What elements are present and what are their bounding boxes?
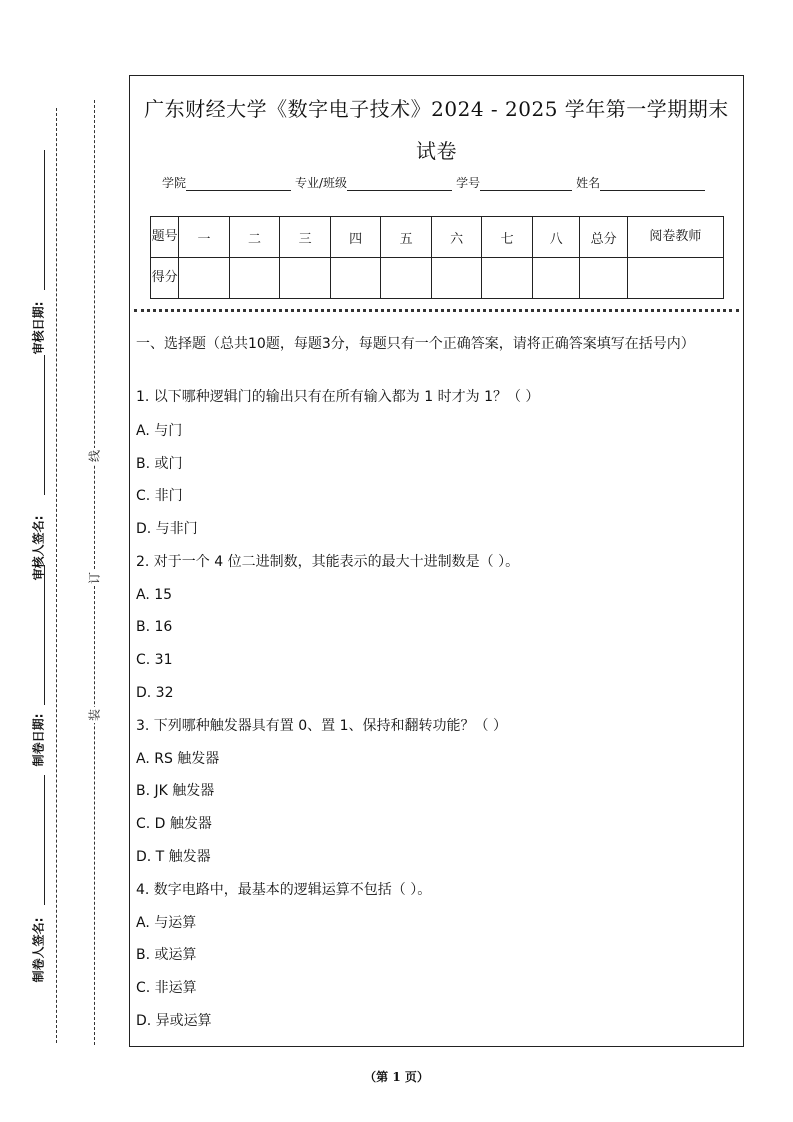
- score-col-8: 八: [532, 217, 579, 258]
- binding-word-ding: 订: [87, 571, 102, 585]
- maker-date-label: 制卷日期:: [31, 713, 46, 767]
- score-col-total: 总分: [580, 217, 627, 258]
- maker-sign-label: 制卷人签名:: [31, 917, 46, 983]
- score-col-grader: 阅卷教师: [627, 217, 723, 258]
- question-4-option-b: B. 或运算: [136, 947, 197, 963]
- score-col-4: 四: [330, 217, 381, 258]
- student-info-row: [162, 174, 709, 191]
- name-field[interactable]: [600, 178, 705, 191]
- score-cell-1[interactable]: [179, 258, 230, 299]
- binding-dashed-line-left: [56, 108, 57, 1043]
- exam-frame: [129, 75, 744, 1047]
- dotted-separator: [134, 309, 739, 312]
- section-1-heading: 一、选择题（总共10题，每题3分，每题只有一个正确答案，请将正确答案填写在括号内）: [136, 336, 695, 352]
- question-1-stem: 1. 以下哪种逻辑门的输出只有在所有输入都为 1 时才为 1？（ ）: [136, 389, 540, 405]
- question-2-stem: 2. 对于一个 4 位二进制数，其能表示的最大十进制数是（ ）。: [136, 554, 520, 570]
- maker-sign-line: [44, 775, 45, 905]
- question-3-option-a: A. RS 触发器: [136, 751, 220, 767]
- major-label: 专业/班级: [295, 176, 348, 190]
- page-number: （第 1 页）: [364, 1070, 429, 1084]
- question-2-option-d: D. 32: [136, 685, 174, 701]
- question-2-option-a: A. 15: [136, 587, 173, 603]
- binding-word-line: 线: [87, 449, 102, 463]
- question-1-option-b: B. 或门: [136, 456, 183, 472]
- college-label: 学院: [162, 176, 187, 190]
- question-4-option-c: C. 非运算: [136, 980, 197, 996]
- student-id-label: 学号: [456, 176, 481, 190]
- score-cell-3[interactable]: [280, 258, 331, 299]
- question-3-stem: 3. 下列哪种触发器具有置 0、置 1、保持和翻转功能？（ ）: [136, 718, 507, 734]
- major-field[interactable]: [347, 178, 452, 191]
- question-4-stem: 4. 数字电路中，最基本的逻辑运算不包括（ ）。: [136, 882, 432, 898]
- score-cell-7[interactable]: [482, 258, 533, 299]
- score-table: [150, 216, 724, 299]
- score-cell-grader[interactable]: [627, 258, 723, 299]
- exam-title: 广东财经大学《数字电子技术》2024 - 2025 学年第一学期期末试卷: [144, 97, 729, 163]
- reviewer-sign-line: [44, 355, 45, 495]
- question-3-option-c: C. D 触发器: [136, 816, 212, 832]
- score-cell-6[interactable]: [431, 258, 482, 299]
- score-col-6: 六: [431, 217, 482, 258]
- score-table-header-row: [151, 217, 724, 258]
- score-cell-4[interactable]: [330, 258, 381, 299]
- question-number-label: 题号: [151, 217, 179, 258]
- score-cell-5[interactable]: [381, 258, 432, 299]
- reviewer-date-line: [44, 150, 45, 290]
- score-col-1: 一: [179, 217, 230, 258]
- reviewer-sign-label: 审核人签名:: [31, 515, 46, 581]
- student-id-field[interactable]: [480, 178, 572, 191]
- question-2-option-c: C. 31: [136, 652, 173, 668]
- question-3-option-d: D. T 触发器: [136, 849, 211, 865]
- reviewer-date-label: 审核日期:: [31, 301, 46, 355]
- name-label: 姓名: [576, 176, 601, 190]
- college-field[interactable]: [186, 178, 291, 191]
- question-4-option-a: A. 与运算: [136, 915, 197, 931]
- question-4-option-d: D. 异或运算: [136, 1013, 212, 1029]
- score-cell-total[interactable]: [580, 258, 627, 299]
- question-1-option-c: C. 非门: [136, 488, 183, 504]
- question-3-option-b: B. JK 触发器: [136, 783, 215, 799]
- score-cell-2[interactable]: [229, 258, 280, 299]
- binding-word-zhuang: 装: [87, 708, 102, 722]
- score-col-5: 五: [381, 217, 432, 258]
- score-cell-8[interactable]: [532, 258, 579, 299]
- question-2-option-b: B. 16: [136, 619, 173, 635]
- score-col-3: 三: [280, 217, 331, 258]
- question-1-option-d: D. 与非门: [136, 521, 198, 537]
- score-table-score-row: [151, 258, 724, 299]
- score-label: 得分: [151, 258, 179, 299]
- score-col-2: 二: [229, 217, 280, 258]
- question-1-option-a: A. 与门: [136, 423, 183, 439]
- score-col-7: 七: [482, 217, 533, 258]
- maker-date-line: [44, 565, 45, 705]
